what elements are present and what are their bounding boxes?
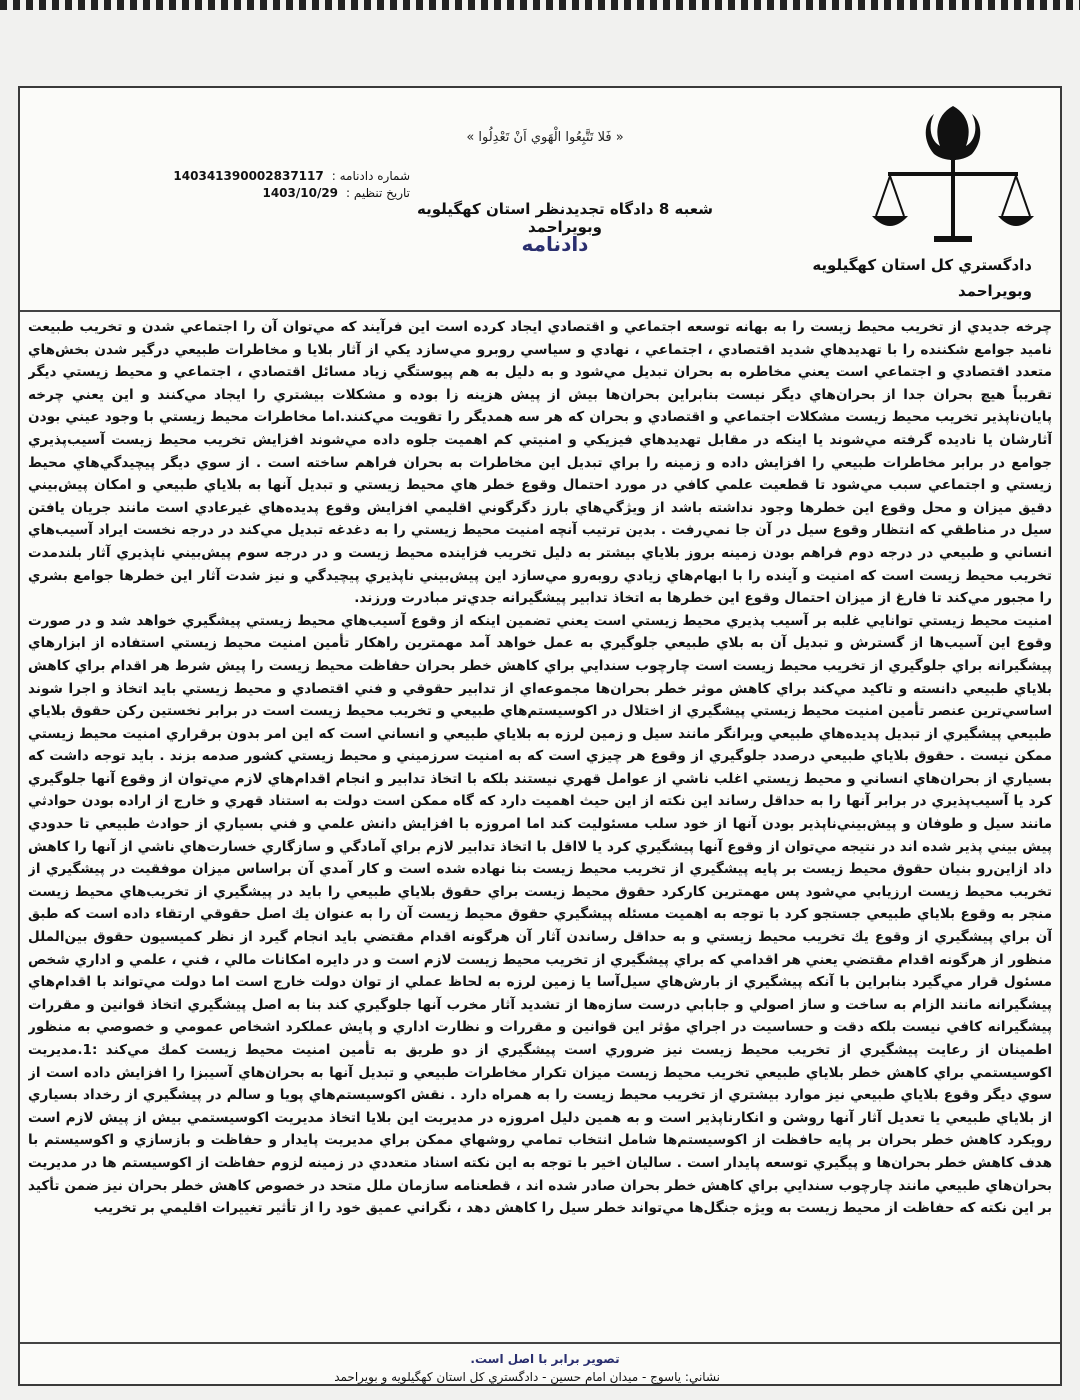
court-address: نشاني: ياسوج - ميدان امام حسين - دادگستري كل استان كهگيلويه و بويراحمد — [334, 1370, 720, 1384]
body-paragraph-2: امنيت محيط زيستي توانايي غلبه بر آسيب پذيري محيط زيستي است يعني تضمين اينكه از وقوع آسيب‌هاي محيط زيستي پيشگيري خواهد شد و در صورت وقوع اين آسيب‌ها از گسترش و تبديل آن به بلاي طبيعي جلوگيري به عمل خواهد آمد مهمترين راهكار تأمين امنيت محيط زيستي استفاده از ابزارهاي پيشگيرانه براي جلوگيري از تخريب محيط زيست است چارچوب سندايي براي كاهش خطر بحران حفاظت محيط زيست را پيش شرط هر اقدام براي كاهش بلاياي طبيعي دانسته و تاكيد مي‌كند براي كاهش موثر خطر بحران‌ها مجموعه‌اي از تدابير حقوقي و فني اقتصادي و محيط زيستي بايد اتخاذ و اجرا شوند اساسي‌ترين عنصر تأمين امنيت محيط زيستي پيشگيري از اختلال در اكوسيستم‌هاي طبيعي و تخريب محيط زيست است در برابر نخستين ركن حقوق بلاياي طبيعي پيشگيري از تبديل پديده‌هاي طبيعي ويرانگر مانند سيل و زمين لرزه به بلاياي طبيعي و انساني است كه اين امر بدون برقراري امنيت محيط زيستي ممكن نيست . حقوق بلاياي طبيعي درصدد جلوگيري از وقوع هر چيزي است كه به امنيت سرزميني و محيط زيستي كشور صدمه بزند . بايد توجه داشت كه بسياري از بحران‌هاي انساني و محيط زيستي اغلب ناشي از عوامل قهري نيستند بلكه با اتخاذ تدابير و انجام اقدام‌هاي لازم مي‌توان از وقوع آنها جلوگيري كرد يا آسيب‌پذيري در برابر آنها را به حداقل رساند اين نكته از اين حيث اهميت دارد كه گاه ممكن است دولت به استناد قهري و خارج از اراده بودن حوادثي مانند سيل و طوفان و پيش‌بيني‌ناپذير بودن آنها از خود سلب مسئوليت كند اما امروزه با افزايش دانش علمي و فني بسياري از حوادث طبيعي تا حدودي پيش بيني پذير شده اند در نتيجه مي‌توان از وقوع آنها پيشگيري كرد يا لااقل با اتخاذ تدابير لازم براي آمادگي و سازگاري خسارت‌هاي ناشي از آنها را كاهش داد ازاين‌رو بنيان حقوق محيط زيست بر پايه پيشگيري از تخريب محيط زيست بنا نهاده شده است و كار آمدي آن براساس ميزان موفقيت در پيشگيري از تخريب محيط زيست ارزيابي مي‌شود پس مهمترين كاركرد حقوق محيط زيست براي حقوق بلاياي طبيعي را بايد در پيشگيري از تخريب‌هاي محيط زيست منجر به وقوع بلاياي طبيعي جستجو كرد با توجه به اهميت مسئله پيشگيري حقوق محيط زيست آن را به عنوان يك اصل حقوقي ارتقاء داده است كه طبق آن براي پيشگيري از وقوع يك تخريب محيط زيستي و به حداقل رساندن آثار آن هرگونه اقدام مقتضي بايد انجام گيرد از نظر كميسيون حقوق بين‌الملل منظور از هرگونه اقدام مقتضي يعني هر اقدامي كه براي پيشگيري از تخريب محيط زيست لازم است و در دايره امكانات مالي ، فني ، علمي و اداري شخص مسئول قرار مي‌گيرد بنابراين با آنكه پيشگيري از بارش‌هاي سيل‌آسا يا زمين لرزه به لحاظ عملي از توان دولت خارج است اما دولت مي‌تواند با اقدام‌هاي پيشگيرانه مانند الزام به ساخت و ساز اصولي و جابابي درست سازه‌ها از تشديد آثار مخرب آنها جلوگيري كند بنا به اصل پيشگيري اتخاذ قوانين و مقررات پيشگيرانه كافي نيست بلكه دقت و حساسيت در اجراي مؤثر اين قوانين و مقررات و نظارت اداري و پايش عملكرد اشخاص عمومي و خصوصي به منظور اطمينان از رعايت پيشگيري از تخريب محيط زيست نيز ضروري است پيشگيري از دو طريق به تأمين امنيت محيط زيست كمك مي‌كند :1.مديريت اكوسيستمي براي كاهش خطر بلاياي طبيعي تخريب محيط زيست ميزان تكرار مخاطرات طبيعي و تبديل آنها به بحران‌هاي آسيبزا را افزايش داده است از سوي ديگر وقوع بلاياي طبيعي نيز موارد بيشتري از تخريب محيط زيست را به همراه دارد . نقش اكوسيستم‌هاي پويا و سالم در پيشگيري از رخداد بسياري از بلاياي طبيعي يا تعديل آثار آنها روشن و انكارناپذير است و به همين دليل امروزه در مديريت اين بلايا اتخاذ مديريت اكوسيستمي بيش از پيش لازم است رويكرد كاهش خطر بحران بر پايه حافظت از اكوسيستم‌ها شامل انتخاب تمامي روشهاي ممكن براي مديريت پايدار و حفاظت و بازسازي و اكوسيستم با هدف كاهش خطر بحران‌ها و پيگيري توسعه پايدار است . ساليان اخير با توجه به اين نكته اسناد متعددي در زمينه لزوم حفاظت از اكوسيستم ها در مديريت بحران‌هاي طبيعي مانند چارچوب سندايي براي كاهش خطر بحران صادر شده اند ، قطعنامه سازمان ملل متحد در خصوص كاهش خطر بحران نيز ضمن تأكيد بر اين نكته كه حفاظت از محيط زيست به ويژه جنگل‌ها مي‌تواند خطر سيل را كاهش دهد ، نگراني عميق خود را از تأثير تغييرات اقليمي بر تخريب — [28, 612, 1052, 1217]
date-row — [100, 185, 410, 202]
iran-emblem-icon — [926, 106, 981, 160]
body-paragraph-1: چرخه جديدي از تخريب محيط زيست را به بهانه توسعه اجتماعي و اقتصادي ايجاد كرده است اين فرآيند كه مي‌توان آن را اجتماعي شدن و تخريب طبيعت ناميد جوامع شكننده را با تهديدهاي شديد اقتصادي ، اجتماعي ، نهادي و سياسي روبرو مي‌سازد يكي از آثار بلايا و مخاطرات طبيعي درگير شدن بخش‌هاي متعدد اقتصادي و اجتماعي است يعني مخاطره به بحران تبديل مي‌شود و به دليل به هم پيوستگي زياد مسائل اقتصادي ، اجتماعي و محيط زيستي ديگر تقريباً هيچ بحران جدا از بحران‌هاي ديگر نيست بنابراين بحران‌ها بيش از پيش هزينه زا بوده و مشكلات بيشتري را ايجاد مي‌كنند و اين يعني چرخه پايان‌ناپذير تخريب محيط زيست مشكلات اجتماعي و اقتصادي و بحران كه هر سه همديگر را تقويت مي‌كنند.اما مخاطرات محيط زيستي با وجود عيني بودن آثارشان يا ناديده گرفته مي‌شوند يا اينكه در مقابل تهديدهاي فيزيكي و امنيتي كم اهميت جلوه داده مي‌شوند افزايش تخريب محيط زيست آسيب‌پذيري جوامع در برابر مخاطرات طبيعي را افزايش داده و زمينه را براي تبديل اين مخاطرات به بحران فراهم ساخته است . از سوي ديگر پيچيدگي‌هاي محيط زيستي و اجتماعي سبب مي‌شود تا قطعيت علمي كافي در مورد احتمال وقوع خطر هاي محيط زيستي و تبديل آنها به بلاياي طبيعي و امكان پيش‌بيني دقيق ميزان و محل وقوع اين خطرها وجود نداشته باشد از ويژگي‌هاي بارز دگرگوني اقليمي افزايش وقوع پديده‌هاي غيرعادي است مانند جريان يافتن سيل در مناطقي كه انتظار وقوع سيل در آن جا نمي‌رفت . بدين ترتيب آنچه امنيت محيط زيستي را به دغدغه تبديل مي‌كند در درجه نخست ايراد آسيب‌هاي انساني و طبيعي در درجه دوم فراهم بودن زمينه بروز بلاياي بيشتر به دليل تخريب فزاينده محيط زيست و در درجه سوم پيش‌بيني ناپذيري آثار بلندمدت تخريب محيط زيست است كه امنيت و آينده را با ابهام‌هاي زيادي روبه‌رو مي‌سازد اين پيش‌بيني ناپذيري پيچيدگي و نيز شدت آثار اين خطرها جوامع بشري را مجبور مي‌كند تا فارغ از ميزان احتمال وقوع اين خطرها به اتخاذ تدابير پيشگيرانه جدي‌تر مبادرت ورزند. — [28, 319, 1052, 607]
doc-number-row — [100, 168, 410, 185]
scan-top-edge — [0, 0, 1080, 10]
certified-copy-note: تصوير برابر با اصل است. — [470, 1352, 620, 1366]
document-body — [28, 316, 1052, 1326]
doc-number-label: شماره دادنامه : — [331, 169, 410, 183]
court-name-line-1: دادگستري كل استان كهگيلويه — [812, 256, 1032, 274]
court-name — [812, 252, 1032, 304]
header-divider — [20, 310, 1060, 312]
document-header — [20, 88, 1060, 320]
doc-number-value: 140341390002837117 — [173, 169, 324, 183]
scales-of-justice-icon — [868, 96, 1038, 256]
court-name-line-2: وبويراحمد — [958, 282, 1032, 300]
document-footer — [20, 1342, 1060, 1388]
court-branch: شعبه 8 دادگاه تجديدنظر استان كهگيلويه وبويراحمد — [417, 200, 713, 236]
date-label: تاريخ تنظيم : — [346, 186, 410, 200]
court-document-page — [18, 86, 1062, 1386]
document-meta — [100, 168, 410, 202]
date-value: 1403/10/29 — [262, 186, 339, 200]
document-title: دادنامه — [521, 232, 589, 256]
quranic-verse: « فَلا تَتَّبِعُوا الْهَوي اَنْ تَعْدِلُوا » — [466, 130, 624, 145]
